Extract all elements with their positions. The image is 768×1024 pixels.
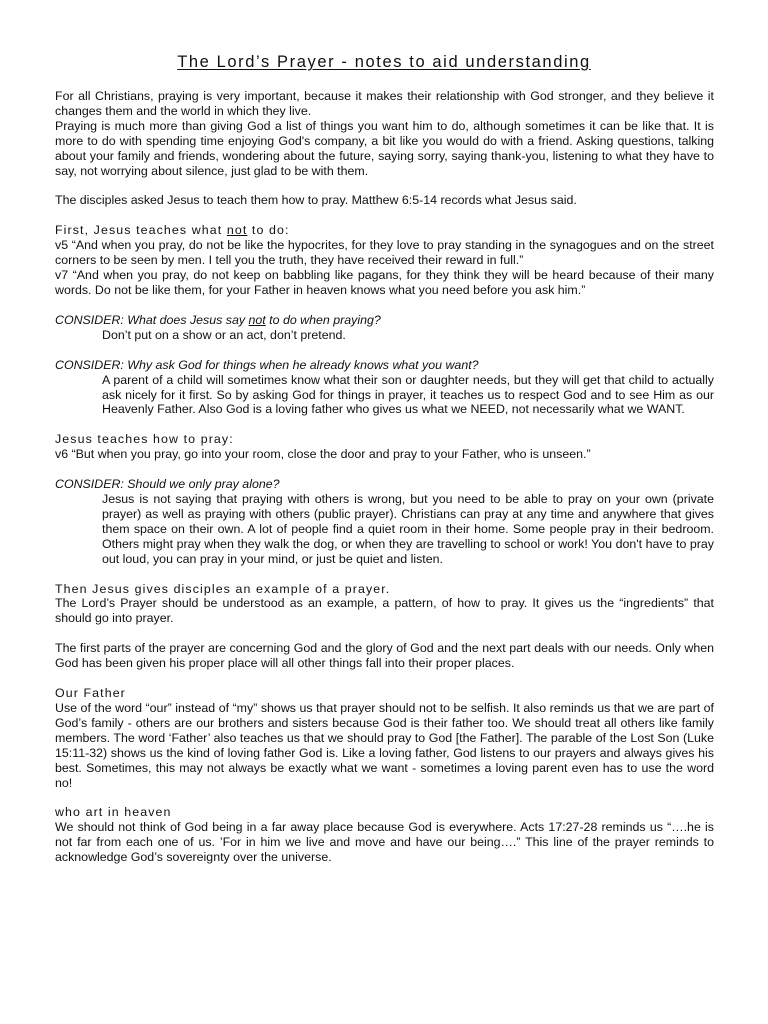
consider-answer-2: A parent of a child will sometimes know what their son or daughter needs, but they will get that child to actually ask nicely for it first. So by asking God for things in prayer, it teaches us to respect God and to see Him as our Heavenly Father. Also God is a loving father who gives us what we NEED, not necessarily what we WANT.: [102, 372, 714, 417]
verse-6: v6 “But when you pray, go into your room, close the door and pray to your Father, who is unseen.”: [55, 447, 591, 462]
verse-5: v5 “And when you pray, do not be like the hypocrites, for they love to pray standing in the synagogues and on the street corners to be seen by men. I tell you the truth, they have received their reward in full.”: [55, 238, 714, 268]
consider-question-3: CONSIDER: Should we only pray alone?: [55, 477, 280, 492]
first-heading: First, Jesus teaches what not to do:: [55, 223, 290, 238]
document-body: [55, 89, 714, 865]
consider-question-1: CONSIDER: What does Jesus say not to do when praying?: [55, 312, 381, 327]
verse-7: v7 “And when you pray, do not keep on babbling like pagans, for they think they will be heard because of their many words. Do not be like them, for your Father in heaven knows what you need before you ask him.”: [55, 268, 714, 297]
intro-paragraph-2: Praying is much more than giving God a list of things you want him to do, although sometimes it can be like that. It is more to do with spending time enjoying God's company, a bit like you would do with a friend. Asking questions, talking about your family and friends, wondering about the future, saying sorry, saying thank-you, listening to what they have to say, not worrying about silence, just glad to be with them.: [55, 118, 714, 178]
how-heading: Jesus teaches how to pray:: [55, 432, 234, 447]
consider-question-2: CONSIDER: Why ask God for things when he already knows what you want?: [55, 357, 479, 372]
intro-paragraph-1: For all Christians, praying is very important, because it makes their relationship with God stronger, and they believe it changes them and the world in which they live.: [55, 89, 714, 118]
consider-answer-1: Don’t put on a show or an act, don’t pretend.: [102, 327, 346, 342]
page-title: The Lord’s Prayer - notes to aid understanding: [177, 53, 591, 71]
prayer-parts-paragraph: The first parts of the prayer are concerning God and the glory of God and the next part deals with our needs. Only when God has been given his proper place will all other things fall into their proper places.: [55, 641, 714, 671]
our-father-paragraph: Use of the word “our” instead of “my” shows us that prayer should not to be selfish. It also reminds us that we are part of God’s family - others are our brothers and sisters because God is their father too. We should treat all others like family members. The word ‘Father’ also teaches us that we should pray to God [the Father]. The parable of the Lost Son (Luke 15:11-32) shows us the kind of loving father God is. Like a loving father, God listens to our prayers and always gives his best. Sometimes, this may not always be exactly what we want - sometimes a loving parent even has to use the word no!: [55, 701, 714, 790]
disciples-paragraph: The disciples asked Jesus to teach them how to pray. Matthew 6:5-14 records what Jesus said.: [55, 193, 577, 208]
heaven-heading: who art in heaven: [55, 805, 172, 820]
heaven-paragraph: We should not think of God being in a far away place because God is everywhere. Acts 17:27-28 reminds us “….he is not far from each one of us. ’For in him we live and move and have our being….” This line of the prayer reminds to acknowledge God’s sovereignty over the universe.: [55, 820, 714, 865]
example-paragraph: The Lord’s Prayer should be understood as an example, a pattern, of how to pray. It gives us the “ingredients” that should go into prayer.: [55, 596, 714, 626]
consider-answer-3: Jesus is not saying that praying with others is wrong, but you need to be able to pray on your own (private prayer) as well as praying with others (public prayer). Christians can pray at any time and anywhere that gives them space on their own. A lot of people find a quiet room in their home. Some people pray in their bedroom. Others might pray when they walk the dog, or when they are travelling to school or work! You don't have to pray out loud, you can pray in your mind, or just be quiet and listen.: [102, 492, 714, 566]
our-father-heading: Our Father: [55, 686, 126, 701]
example-heading: Then Jesus gives disciples an example of a prayer.: [55, 581, 391, 596]
